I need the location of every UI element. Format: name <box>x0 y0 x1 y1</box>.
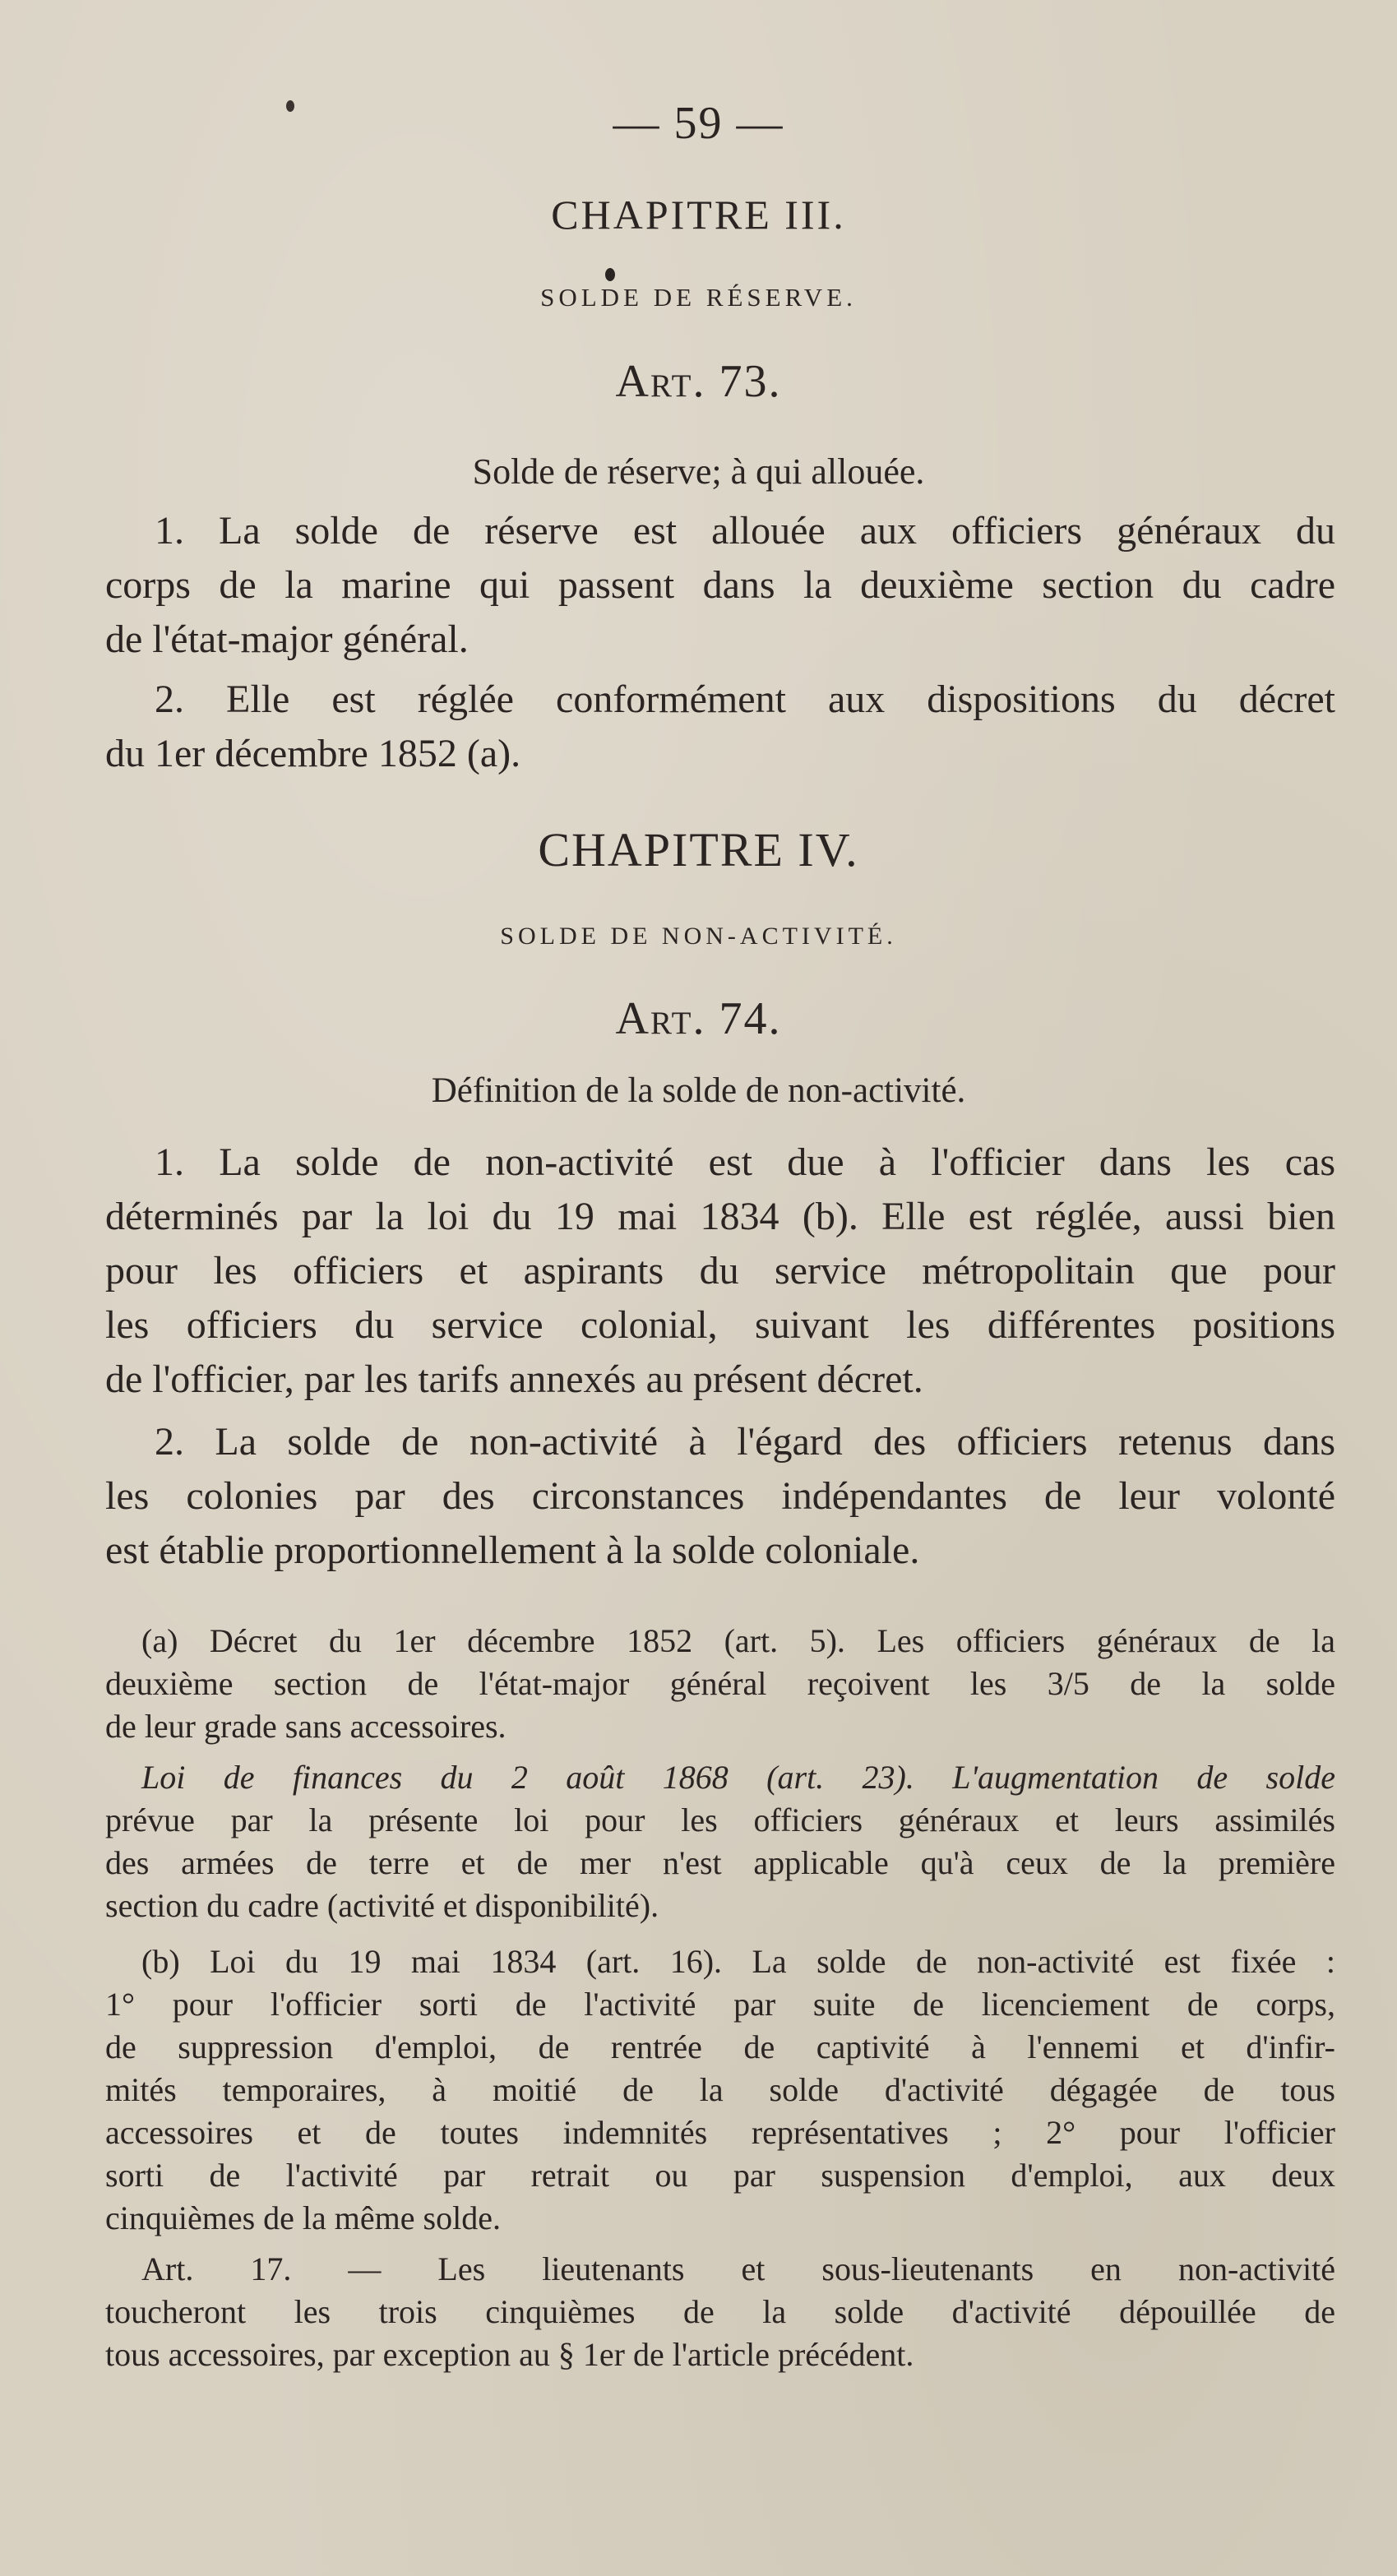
paragraph-line: de l'officier, par les tarifs annexés au présent décret. <box>105 1357 923 1401</box>
paragraph-line: pour les officiers et aspirants du service métropolitain que pour <box>105 1249 1335 1293</box>
footnote-line: toucheront les trois cinquièmes de la solde d'activité dépouillée de <box>105 2293 1335 2330</box>
footnote-line: mités temporaires, à moitié de la solde d'activité dégagée de tous <box>105 2071 1335 2108</box>
chapter-title: CHAPITRE IV. <box>538 823 859 876</box>
paragraph-line: 1. La solde de non-activité est due à l'officier dans les cas <box>155 1140 1335 1184</box>
footnote-line: Art. 17. — Les lieutenants et sous-lieutenants en non-activité <box>141 2250 1335 2287</box>
page-number: — 59 — <box>613 98 784 149</box>
footnote-line: Loi de finances du 2 août 1868 (art. 23). L'augmentation de solde <box>141 1759 1335 1796</box>
footnote-line: 1° pour l'officier sorti de l'activité par suite de licenciement de corps, <box>105 1986 1335 2023</box>
footnote-line: prévue par la présente loi pour les officiers généraux et leurs assimilés <box>105 1801 1335 1838</box>
chapter-subtitle: SOLDE DE RÉSERVE. <box>540 283 857 312</box>
paragraph-line: 2. Elle est réglée conformément aux dispositions du décret <box>155 678 1335 721</box>
footnote-line: des armées de terre et de mer n'est applicable qu'à ceux de la première <box>105 1844 1335 1881</box>
chapter-subtitle: SOLDE DE NON-ACTIVITÉ. <box>500 923 897 950</box>
footnote-line: (b) Loi du 19 mai 1834 (art. 16). La solde de non-activité est fixée : <box>141 1943 1335 1980</box>
ink-speck <box>605 268 615 281</box>
paragraph-line: les officiers du service colonial, suivant les différentes positions <box>105 1303 1335 1347</box>
footnote-line: section du cadre (activité et disponibilité). <box>105 1887 659 1924</box>
article-heading: Art. 74. <box>615 993 782 1044</box>
footnote-line: cinquièmes de la même solde. <box>105 2199 501 2236</box>
article-caption: Définition de la solde de non-activité. <box>431 1071 966 1110</box>
article-caption: Solde de réserve; à qui allouée. <box>472 451 925 492</box>
paragraph-line: les colonies par des circonstances indépendantes de leur volonté <box>105 1474 1335 1518</box>
paragraph-line: corps de la marine qui passent dans la deuxième section du cadre <box>105 563 1335 607</box>
footnote-line: tous accessoires, par exception au § 1er de l'article précédent. <box>105 2336 914 2373</box>
footnote-line: de suppression d'emploi, de rentrée de captivité à l'ennemi et d'infir- <box>105 2028 1335 2065</box>
footnote-line: deuxième section de l'état-major général reçoivent les 3/5 de la solde <box>105 1665 1335 1702</box>
paragraph-line: 1. La solde de réserve est allouée aux officiers généraux du <box>155 509 1335 553</box>
paragraph-line: déterminés par la loi du 19 mai 1834 (b). Elle est réglée, aussi bien <box>105 1195 1335 1238</box>
chapter-title: CHAPITRE III. <box>551 192 846 238</box>
article-heading: Art. 73. <box>615 356 782 407</box>
paragraph-line: est établie proportionnellement à la solde coloniale. <box>105 1528 920 1572</box>
paragraph-line: du 1er décembre 1852 (a). <box>105 732 521 775</box>
footnote-line: (a) Décret du 1er décembre 1852 (art. 5). Les officiers généraux de la <box>141 1622 1335 1659</box>
footnote-line: accessoires et de toutes indemnités représentatives ; 2° pour l'officier <box>105 2114 1335 2151</box>
footnote-line: sorti de l'activité par retrait ou par suspension d'emploi, aux deux <box>105 2157 1335 2194</box>
paragraph-line: 2. La solde de non-activité à l'égard des officiers retenus dans <box>155 1420 1335 1464</box>
footnote-line: de leur grade sans accessoires. <box>105 1708 507 1745</box>
paragraph-line: de l'état-major général. <box>105 617 469 661</box>
